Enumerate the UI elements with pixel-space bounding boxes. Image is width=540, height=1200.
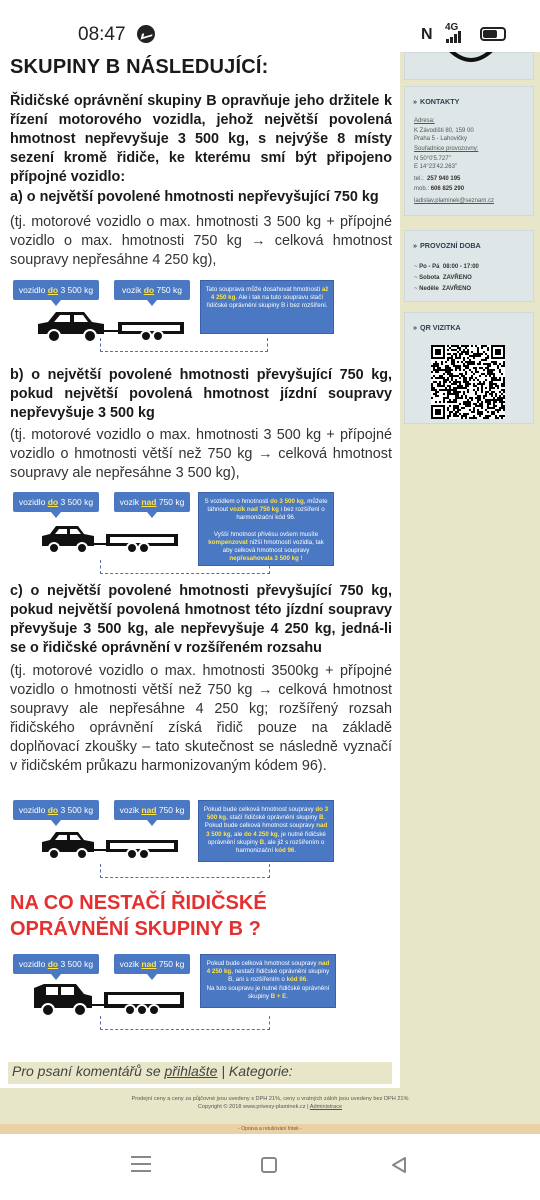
car-trailer-icon — [38, 828, 188, 862]
red-heading-line2: OPRÁVNĚNÍ SKUPINY B ? — [10, 918, 261, 940]
system-nav-bar — [0, 1134, 540, 1200]
address-label: Adresa: — [414, 118, 435, 124]
hours-title: » PROVOZNÍ DOBA — [413, 241, 481, 250]
car-weight-label: vozidlo do 3 500 kg — [13, 954, 99, 974]
trailer-weight-label: vozik nad 750 kg — [114, 800, 190, 820]
nfc-icon: N — [421, 26, 433, 43]
hours-row: ~ Neděle ZAVŘENO — [414, 286, 472, 292]
suv-trailer-icon — [30, 982, 190, 1018]
logo-arc — [443, 52, 499, 67]
car-weight-label: vozidlo do 3 500 kg — [13, 280, 99, 300]
home-button[interactable] — [261, 1157, 277, 1173]
main-content — [0, 52, 400, 1134]
recent-apps-button[interactable] — [131, 1156, 151, 1172]
sidebar-logo-box — [404, 52, 534, 80]
diagram-note: Pokud bude celková hmotnost soupravy do 3 500 kg, stačí řidičské oprávnění skupiny B. Pokud bude celková hmotnost soupravy nad 3 500 kg, ale do 4 250 kg, je nutné řidičské oprávnění skupiny B, ale již s rozšířením o harmonizační kód 96. — [198, 800, 334, 862]
gps-east: E 14°23'42.263" — [414, 164, 458, 170]
email-link[interactable]: ladislav.plaminek@seznam.cz — [414, 198, 495, 204]
case-b-text: (tj. motorové vozidlo o max. hmotnosti 3 500 kg + přípojné vozidlo o hmotnosti větší než 750 kg → celková hmotnost soupravy ale nepřesáhne 3 500 kg), — [10, 427, 392, 481]
login-link[interactable]: přihlašte — [164, 1063, 218, 1079]
diagram-case-b — [10, 492, 390, 580]
case-b-title: b) o největší povolené hmotnosti převyšující 750 kg, pokud největší povolená hmotnost jízdní soupravy nepřevyšuje 3 500 kg — [10, 367, 392, 421]
hours-row: ~ Po - Pá 08:00 - 17:00 — [414, 264, 479, 270]
tel-number[interactable]: 257 940 195 — [427, 176, 461, 182]
admin-link[interactable]: Administrace — [309, 1104, 343, 1110]
network-type: 4G — [445, 22, 459, 33]
trailer-weight-label: vozik do 750 kg — [114, 280, 190, 300]
diagram-note: Pokud bude celková hmotnost soupravy nad 4 250 kg, nestačí řidičské oprávnění skupiny B, ani s rozšířením o kód 96. Na tuto soupravu je nutné řidičské oprávnění skupiny B + E. — [200, 954, 336, 1008]
case-a-title: a) o největší povolené hmotnosti nepřevyšující 750 kg — [10, 189, 379, 205]
section-heading: SKUPINY B NÁSLEDUJÍCÍ: — [10, 56, 269, 78]
car-trailer-icon — [38, 522, 188, 556]
sidebar — [404, 52, 534, 1062]
diagram-case-a — [10, 280, 390, 358]
case-a-text: (tj. motorové vozidlo o max. hmotnosti 3 500 kg + přípojné vozidlo o max. hmotnosti 750 kg → celková hmotnost soupravy nepřesáhne 4 250 kg), — [10, 214, 392, 268]
diagram-case-c — [10, 800, 390, 886]
qr-box — [404, 312, 534, 424]
red-heading-line1: NA CO NESTAČÍ ŘIDIČSKÉ — [10, 892, 267, 914]
gps-north: N 50°0'5.727" — [414, 156, 451, 162]
web-page — [0, 52, 540, 1134]
case-c-text: (tj. motorové vozidlo o max. hmotnosti 3500kg + přípojné vozidlo o hmotnosti větší než 750 kg → celková hmotnost soupravy ale nepřesáhne 4 250 kg; rozšířený rozsah řidičského oprávnění získá řidič pouze na základě doplňovací zkoušky – tato skutečnost se následně vyznačí v řidičském průkazu harmonizovaným kódem 96). — [10, 663, 392, 774]
car-weight-label: vozidlo do 3 500 kg — [13, 800, 99, 820]
footer-strip: - Oprava a retušování fotek - — [0, 1124, 540, 1134]
address-line2: Praha 5 - Lahovičky — [414, 136, 468, 142]
mob-line: mob.: 606 825 290 — [414, 186, 465, 192]
footer-price-note: Prodejní ceny a ceny za půjčovné jsou uvedeny s DPH 21%, ceny u vratných záloh jsou uvedeny bez DPH 21% — [131, 1096, 409, 1102]
bracket-line — [100, 864, 270, 878]
contacts-title: » KONTAKTY — [413, 97, 459, 106]
trailer-weight-label: vozik nad 750 kg — [114, 492, 190, 512]
bracket-line — [100, 338, 268, 352]
qr-title: » QR VIZITKA — [413, 323, 461, 332]
diagram-note: S vozidlem o hmotnosti do 3 500 kg, můžete táhnout vozík nad 750 kg i bez rozšíření o harmonizační kód 96. Vyšší hmotnost přívěsu ovšem musíte kompenzovat nižší hmotností vozidla, tak aby celková hmotnost soupravy nepřesahovala 3 500 kg ! — [198, 492, 334, 566]
messenger-icon — [137, 25, 155, 43]
trailer-weight-label: vozik nad 750 kg — [114, 954, 190, 974]
diagram-note: Tato souprava může dosahovat hmotnosti až 4 250 kg. Ale i tak na tuto soupravu stačí řidičské oprávnění skupiny B i bez rozšíření. — [200, 280, 334, 334]
footer — [0, 1088, 540, 1124]
tel-line: tel.: 257 940 195 — [414, 176, 461, 182]
battery-icon — [480, 27, 506, 41]
comment-bar: Pro psaní komentářů se přihlašte | Kategorie: — [8, 1062, 392, 1084]
footer-copyright: Copyright © 2018 www.privesy-plaminek.cz | Administrace — [197, 1104, 343, 1110]
case-c-title: c) o největší povolené hmotnosti převyšující 750 kg, pokud největší povolená hmotnost této jízdní soupravy převyšuje 3 500 kg, ale nepřevyšuje 4 250 kg, jedná-li se o řidičské oprávnění v rozšířeném rozsahu — [10, 583, 392, 656]
intro-paragraph: Řidičské oprávnění skupiny B opravňuje jeho držitele k řízení motorového vozidla, jehož největší povolená hmotnost nepřevyšuje 3 500 kg, s nejvýše 8 místy sezení kromě řidiče, ke kterému smí být připojeno přípojné vozidlo: — [10, 93, 392, 185]
bracket-line — [100, 560, 270, 574]
back-button[interactable] — [390, 1156, 408, 1174]
gps-label: Souřadnice provozovny: — [414, 146, 479, 152]
bracket-line — [100, 1016, 270, 1030]
hours-box — [404, 230, 534, 302]
mob-number[interactable]: 606 825 290 — [430, 186, 465, 192]
hours-row: ~ Sobota ZAVŘENO — [414, 275, 472, 281]
qr-code-icon[interactable] — [431, 345, 505, 419]
contacts-box — [404, 86, 534, 216]
diagram-case-d — [10, 954, 390, 1044]
address-line1: K Závodišti 80, 159 00 — [414, 128, 474, 134]
signal-icon — [446, 31, 464, 43]
car-weight-label: vozidlo do 3 500 kg — [13, 492, 99, 512]
status-bar — [0, 0, 540, 52]
status-time: 08:47 — [78, 24, 126, 45]
